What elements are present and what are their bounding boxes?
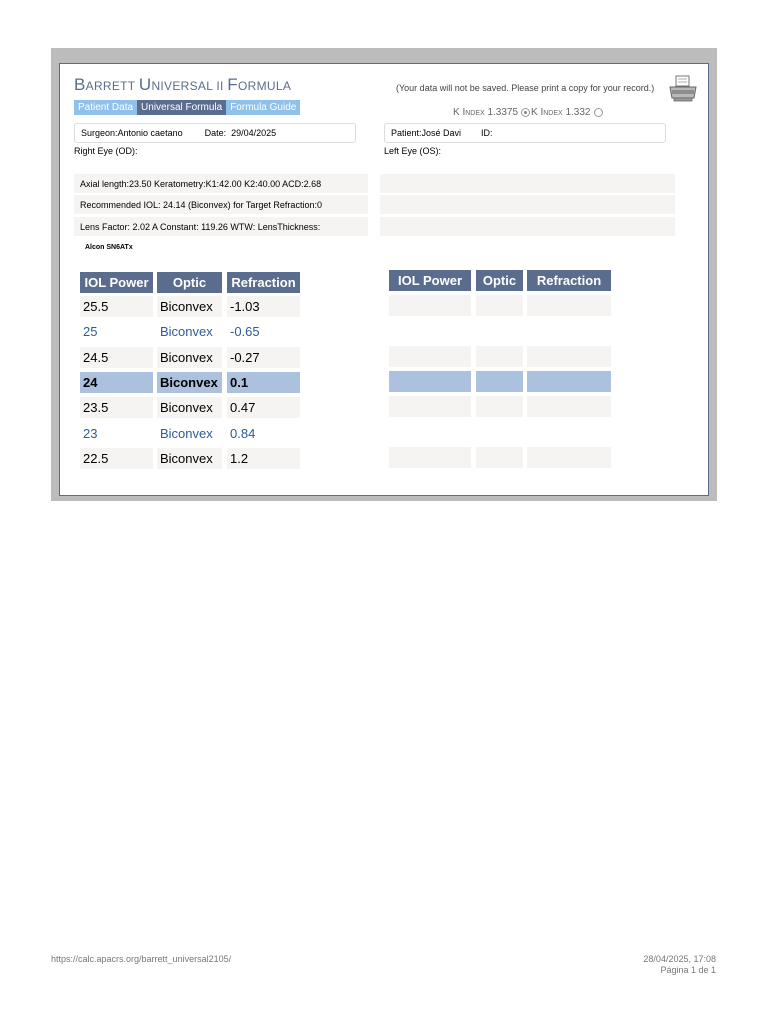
table-cell: Biconvex [157,347,222,368]
table-cell [476,422,523,443]
table-cell [389,447,471,468]
k-index-value: 1.3375 [487,107,519,118]
formula-panel-frame [51,48,717,501]
table-cell: Biconvex [157,397,222,418]
table-cell [389,396,471,417]
table-cell [389,346,471,367]
column-header-refraction: Refraction [227,272,300,293]
table-cell: 24 [80,372,153,393]
table-cell [476,447,523,468]
table-cell: -1.03 [227,296,300,317]
surgeon-info [74,123,356,143]
page-title: BARRETT UNIVERSAL II FORMULA [74,75,292,94]
k-index-label: K Index [531,107,563,118]
column-header-iol-power: IOL Power [389,270,471,291]
table-cell: 25.5 [80,296,153,317]
tab-formula-guide[interactable]: Formula Guide [226,100,300,115]
table-cell [527,295,611,316]
print-datetime: 28/04/2025, 17:08 [643,954,716,964]
table-cell [389,422,471,443]
tab-universal-formula[interactable]: Universal Formula [137,100,226,115]
column-header-refraction: Refraction [527,270,611,291]
table-cell: 24.5 [80,347,153,368]
table-cell [527,422,611,443]
k-index-option-1[interactable] [453,107,530,118]
table-cell: Biconvex [160,324,213,340]
table-cell [476,346,523,367]
k-index-option-2[interactable] [531,107,603,118]
table-cell: 23.5 [80,397,153,418]
table-cell [476,396,523,417]
table-cell: 0.1 [227,372,300,393]
table-cell [527,320,611,341]
right-eye-lens-constants: Lens Factor: 2.02 A Constant: 119.26 WTW: LensThickness: [74,217,368,236]
table-cell [389,295,471,316]
printer-icon[interactable] [668,74,698,104]
column-header-optic: Optic [476,270,523,291]
k-index-radio-2[interactable] [594,108,603,117]
left-eye-recommended-iol [380,195,675,214]
k-index-value: 1.332 [565,107,591,118]
page-count: Página 1 de 1 [660,965,716,975]
table-cell [389,320,471,341]
table-cell [476,371,523,392]
table-cell [389,371,471,392]
table-cell [527,346,611,367]
column-header-optic: Optic [157,272,222,293]
lens-model: Alcon SN6ATx [85,244,133,251]
table-cell: 22.5 [80,448,153,469]
right-eye-label: Right Eye (OD): [74,146,138,156]
left-eye-label: Left Eye (OS): [384,146,442,156]
save-notice: (Your data will not be saved. Please print a copy for your record.) [396,83,655,93]
table-cell: Biconvex [157,448,222,469]
table-cell: 1.2 [227,448,300,469]
table-cell: Biconvex [157,296,222,317]
date-label: Date: [204,128,227,138]
table-cell [476,295,523,316]
surgeon-name: Antonio caetano [117,128,183,138]
left-eye-lens-constants [380,217,675,236]
table-cell: -0.65 [230,324,260,340]
table-cell [527,396,611,417]
table-cell [527,371,611,392]
formula-panel [59,63,709,496]
surgery-date: 29/04/2025 [231,128,277,138]
right-eye-biometry: Axial length:23.50 Keratometry:K1:42.00 K2:40.00 ACD:2.68 [74,174,368,193]
table-cell: 0.47 [227,397,300,418]
table-cell: 23 [83,425,98,441]
patient-id-label: ID: [481,128,493,138]
tab-patient-data[interactable]: Patient Data [74,100,137,115]
print-footer-info [643,954,716,976]
table-cell: Biconvex [160,425,213,441]
page-url: https://calc.apacrs.org/barrett_universal2105/ [51,954,232,964]
k-index-label: K Index [453,107,485,118]
table-cell [476,320,523,341]
surgeon-label: Surgeon: [81,128,118,138]
patient-info [384,123,666,143]
tab-bar [74,100,300,115]
right-eye-recommended-iol: Recommended IOL: 24.14 (Biconvex) for Target Refraction:0 [74,195,368,214]
k-index-radio-1[interactable] [521,108,530,117]
table-cell: -0.27 [227,347,300,368]
column-header-iol-power: IOL Power [80,272,153,293]
table-cell: 25 [83,324,98,340]
patient-label: Patient: [391,128,422,138]
table-cell: 0.84 [230,425,256,441]
left-eye-biometry [380,174,675,193]
table-cell: Biconvex [157,372,222,393]
table-cell [527,447,611,468]
patient-name: José Davi [421,128,462,138]
